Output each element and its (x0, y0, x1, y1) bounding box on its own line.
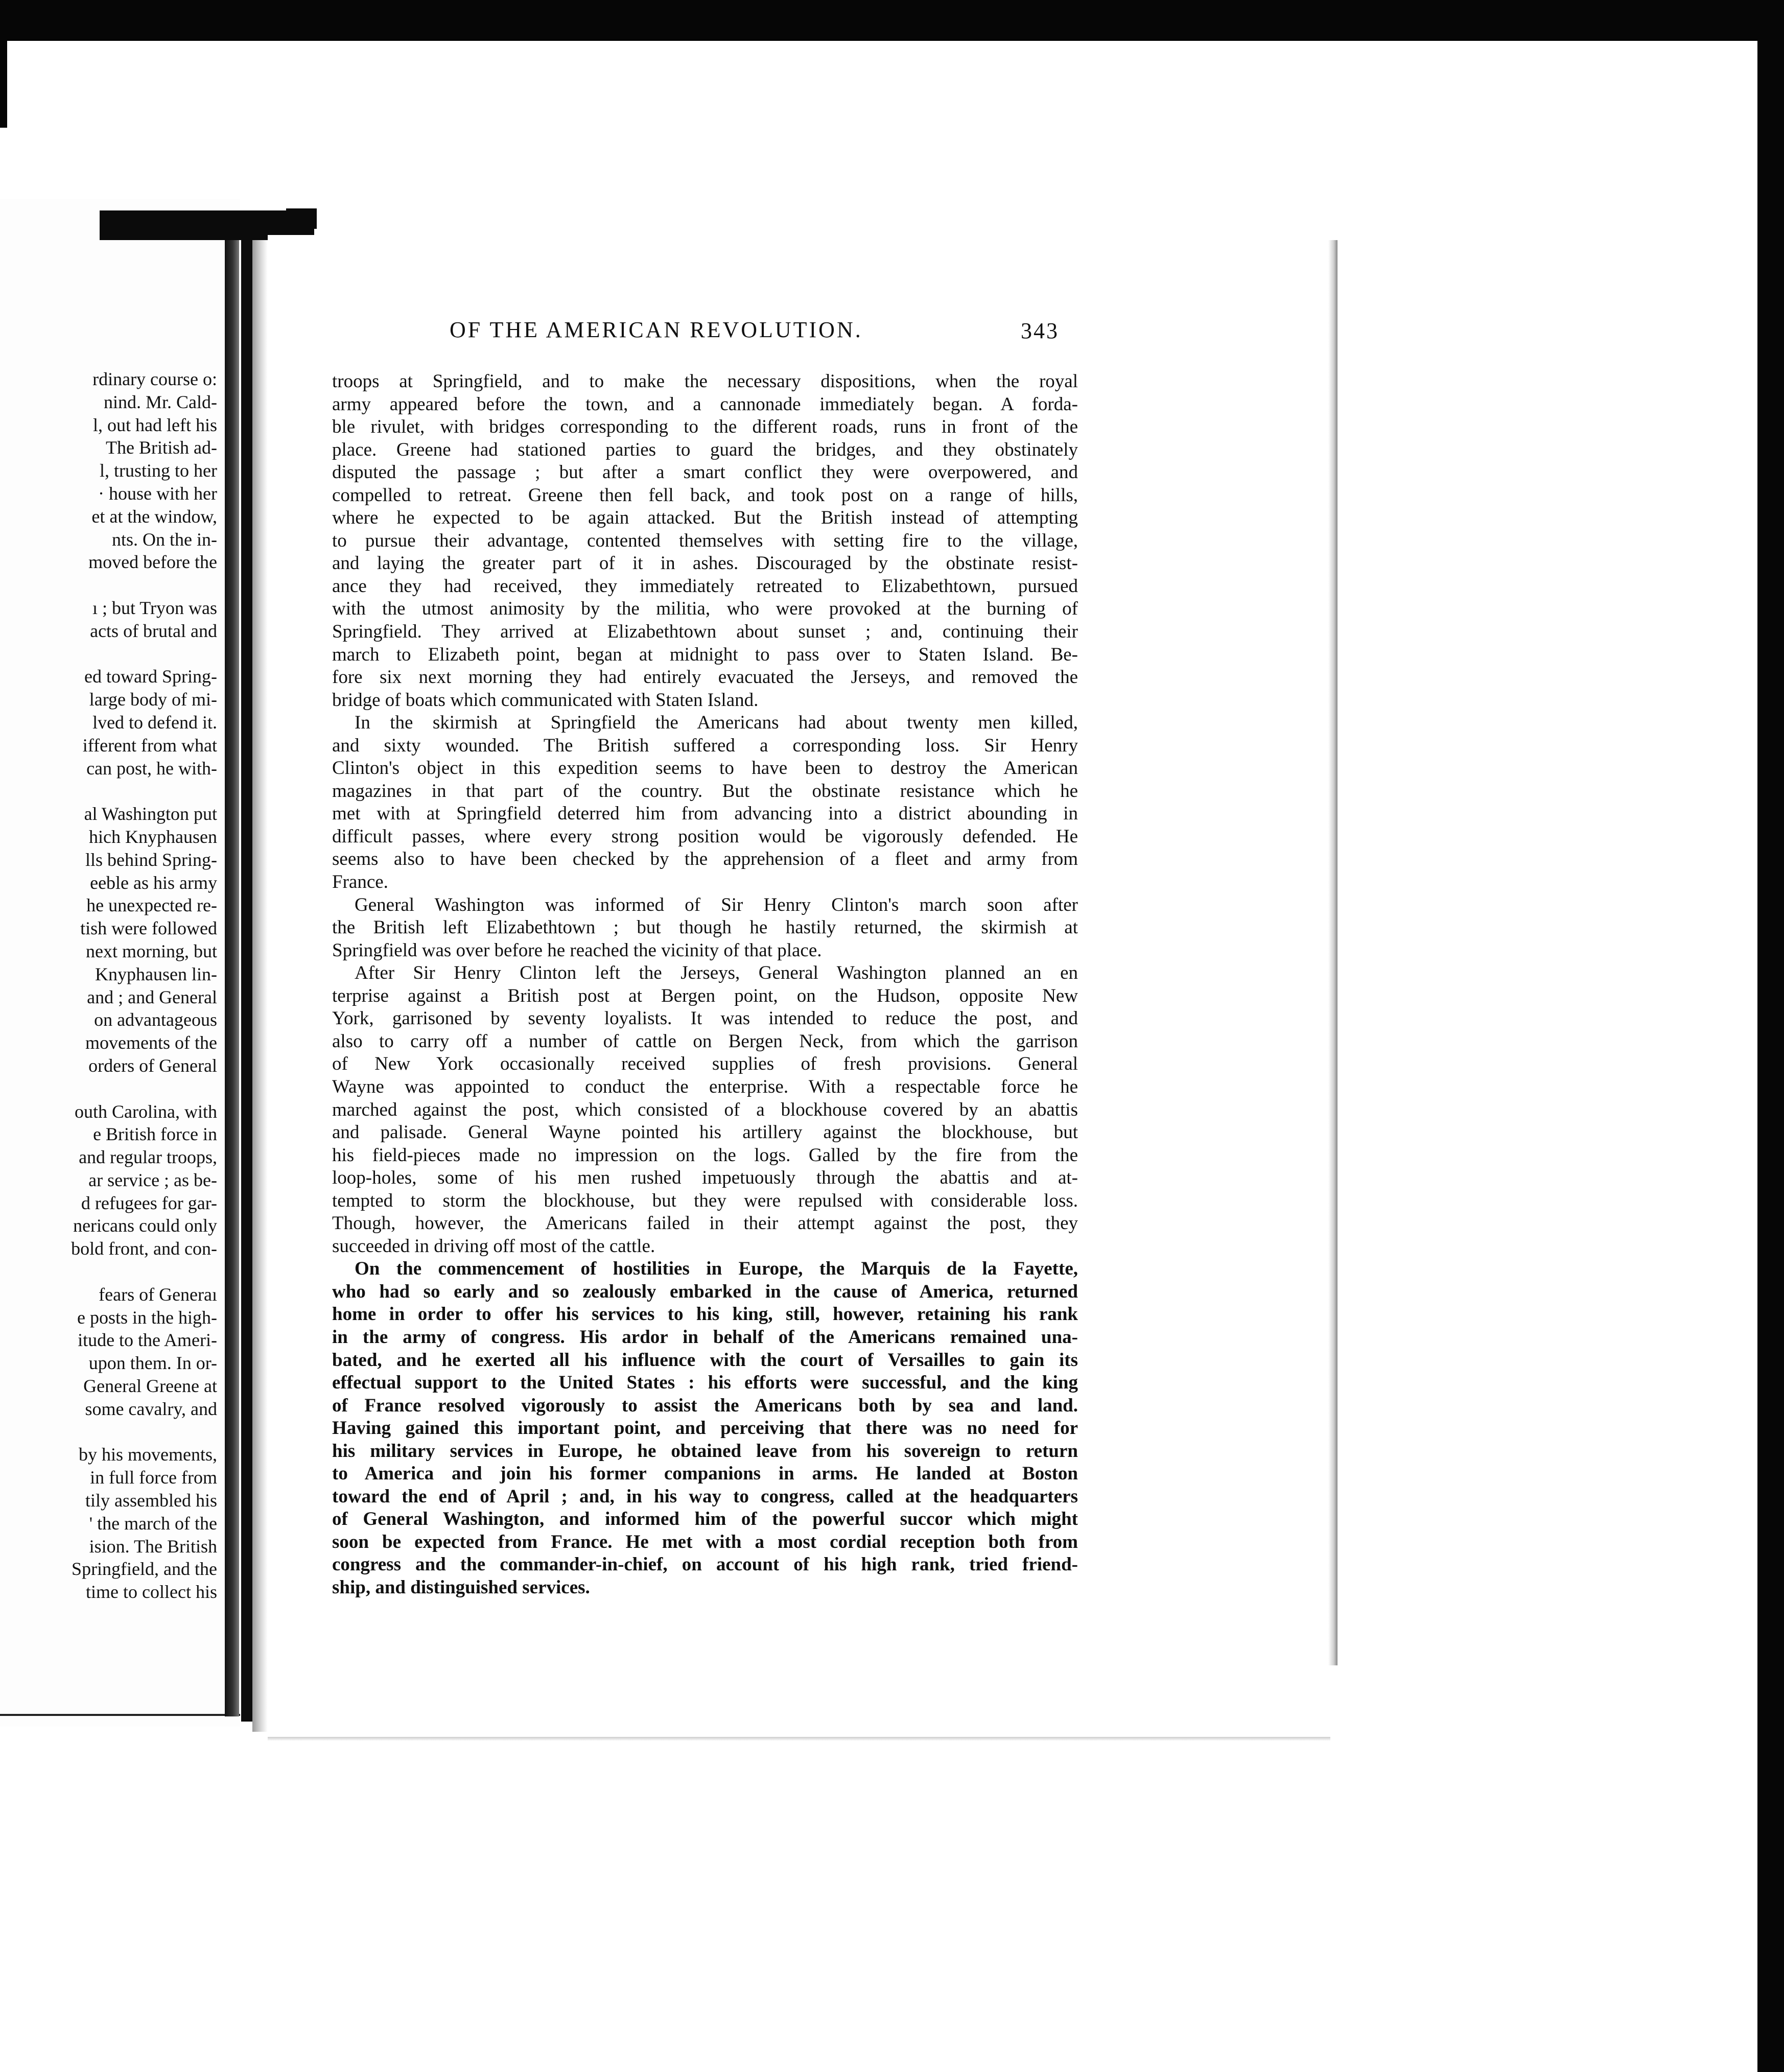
body-line: In the skirmish at Springfield the Americans had about twenty men killed, (355, 712, 1078, 734)
previous-page-line: Springfield, and the (72, 1559, 217, 1580)
body-line: his field-pieces made no impression on the logs. Galled by the fire from the (332, 1144, 1078, 1166)
body-line: loop-holes, some of his men rushed impetuously through the abattis and at- (332, 1167, 1078, 1189)
body-line: where he expected to be again attacked. But the British instead of attempting (332, 507, 1078, 529)
book-gutter (241, 240, 252, 1722)
previous-page-line: tish were followed (80, 918, 217, 939)
previous-page-line: l, out had left his (93, 414, 217, 435)
body-line: troops at Springfield, and to make the necessary dispositions, when the royal (332, 371, 1078, 392)
book-gutter-highlight (252, 240, 268, 1732)
body-line: and palisade. General Wayne pointed his artillery against the blockhouse, but (332, 1122, 1078, 1143)
previous-page-line: l, trusting to her (100, 460, 217, 481)
body-line: disputed the passage ; but after a smart conflict they were overpowered, and (332, 462, 1078, 483)
previous-page-line: eeble as his army (90, 872, 217, 893)
body-line: terprise against a British post at Bergen point, on the Hudson, opposite New (332, 985, 1078, 1006)
body-line: who had so early and so zealously embarked in the cause of America, returned (332, 1281, 1078, 1302)
body-line: bridge of boats which communicated with Staten Island. (332, 689, 759, 711)
body-line: After Sir Henry Clinton left the Jerseys, General Washington planned an en (355, 962, 1078, 984)
previous-page-line: ' the march of the (89, 1513, 217, 1534)
previous-page-text-column (0, 368, 217, 1604)
body-line: toward the end of April ; and, in his way to congress, called at the headquarters (332, 1486, 1078, 1507)
previous-page-line: by his movements, (79, 1444, 217, 1465)
scan-frame-right (1757, 0, 1784, 2072)
body-line: difficult passes, where every strong position would be vigorously defended. He (332, 826, 1078, 847)
body-line: to America and join his former companions in arms. He landed at Boston (332, 1463, 1078, 1485)
body-line: On the commencement of hostilities in Europe, the Marquis de la Fayette, (355, 1258, 1078, 1280)
previous-page-line: and regular troops, (79, 1147, 217, 1168)
previous-page-line: can post, he with- (86, 758, 217, 779)
previous-page-line: e posts in the high- (77, 1307, 217, 1328)
previous-page-line: ifferent from what (82, 735, 217, 756)
body-line: Having gained this important point, and perceiving that there was no need for (332, 1418, 1078, 1439)
previous-page-line: outh Carolina, with (75, 1101, 217, 1122)
body-line: soon be expected from France. He met with a most cordial reception both from (332, 1531, 1078, 1552)
previous-page-line: The British ad- (106, 437, 217, 458)
previous-page-line (0, 574, 217, 597)
page-number: 343 (1021, 318, 1059, 343)
body-line: ship, and distinguished services. (332, 1576, 590, 1598)
body-line: Clinton's object in this expedition seems to have been to destroy the American (332, 758, 1078, 779)
body-line: of New York occasionally received supplies of fresh provisions. General (332, 1053, 1078, 1075)
previous-page-line (0, 1077, 217, 1100)
previous-page-line: nind. Mr. Cald- (104, 391, 217, 412)
previous-page-line: fears of Generaı (99, 1284, 217, 1305)
previous-page-line: rdinary course o: (92, 369, 217, 389)
previous-page-line: ar service ; as be- (88, 1169, 217, 1190)
body-line: in the army of congress. His ardor in behalf of the Americans remained una- (332, 1326, 1078, 1348)
body-line: fore six next morning they had entirely evacuated the Jerseys, and removed the (332, 667, 1078, 688)
previous-page-line: next morning, but (86, 940, 217, 961)
previous-page-line: General Greene at (83, 1376, 217, 1397)
previous-page-line: ed toward Spring- (84, 666, 217, 687)
previous-page-line: e British force in (93, 1124, 217, 1145)
book-gutter-shadow (225, 240, 239, 1716)
body-line: seems also to have been checked by the apprehension of a fleet and army from (332, 849, 1078, 870)
body-line: ance they had received, they immediately retreated to Elizabethtown, pursued (332, 575, 1078, 597)
body-line: to pursue their advantage, contented themselves with setting fire to the village, (332, 530, 1078, 551)
running-header: OF THE AMERICAN REVOLUTION. (450, 317, 863, 342)
previous-page-bottom-edge (0, 1714, 240, 1716)
previous-page-line: moved before the (88, 552, 217, 573)
body-line: Springfield was over before he reached the vicinity of that place. (332, 939, 822, 961)
previous-page-line: · house with her (98, 483, 217, 504)
previous-page-line: bold front, and con- (71, 1238, 217, 1259)
current-page-edge (1328, 240, 1337, 1665)
previous-page-line: tily assembled his (85, 1490, 217, 1511)
body-line: of General Washington, and informed him of the powerful succor which might (332, 1509, 1078, 1530)
previous-page-line (0, 780, 217, 803)
body-line: France. (332, 872, 388, 893)
previous-page-line: on advantageous (94, 1009, 217, 1030)
body-line: his military services in Europe, he obtained leave from his sovereign to return (332, 1440, 1078, 1462)
body-line: army appeared before the town, and a cannonade immediately began. A forda- (332, 393, 1078, 415)
page-body-text (332, 370, 1078, 1599)
body-line: compelled to retreat. Greene then fell back, and took post on a range of hills, (332, 484, 1078, 506)
scan-frame-left (0, 0, 7, 128)
body-line: effectual support to the United States : his efforts were successful, and the king (332, 1372, 1078, 1394)
body-line: marched against the post, which consisted of a blockhouse covered by an abattis (332, 1099, 1078, 1120)
body-line: Springfield. They arrived at Elizabethtown about sunset ; and, continuing their (332, 621, 1078, 643)
body-line: bated, and he exerted all his influence with the court of Versailles to gain its (332, 1349, 1078, 1371)
previous-page-line: lls behind Spring- (85, 849, 217, 870)
body-line: of France resolved vigorously to assist the Americans both by sea and land. (332, 1395, 1078, 1416)
previous-page-line: he unexpected re- (86, 895, 217, 916)
previous-page-line: some cavalry, and (85, 1398, 217, 1419)
body-line: Wayne was appointed to conduct the enterprise. With a respectable force he (332, 1076, 1078, 1097)
body-line: ble rivulet, with bridges corresponding to the different roads, runs in front of the (332, 416, 1078, 438)
previous-page-line: al Washington put (84, 804, 217, 825)
previous-page-line: lved to defend it. (92, 712, 217, 733)
previous-page-line (0, 1421, 217, 1444)
previous-page-line: hich Knyphausen (89, 826, 217, 847)
body-line: congress and the commander-in-chief, on account of his high rank, tried friend- (332, 1554, 1078, 1575)
previous-page-line: time to collect his (86, 1582, 217, 1603)
previous-page-line: acts of brutal and (90, 620, 217, 641)
body-line: met with at Springfield deterred him from advancing into a district abounding in (332, 803, 1078, 825)
body-line: with the utmost animosity by the militia, who were provoked at the burning of (332, 598, 1078, 620)
previous-page-line: Knyphausen lin- (95, 963, 217, 984)
previous-page-line: orders of General (88, 1055, 217, 1076)
current-page-bottom-edge (268, 1737, 1330, 1741)
previous-page-line: large body of mi- (89, 689, 217, 710)
previous-page-line: ision. The British (89, 1536, 217, 1557)
body-line: magazines in that part of the country. But the obstinate resistance which he (332, 780, 1078, 802)
body-line: Though, however, the Americans failed in their attempt against the post, they (332, 1213, 1078, 1234)
previous-page-line: itude to the Ameri- (78, 1330, 217, 1351)
body-line: also to carry off a number of cattle on Bergen Neck, from which the garrison (332, 1030, 1078, 1052)
previous-page-line: in full force from (90, 1467, 217, 1488)
previous-page-line: d refugees for gar- (81, 1192, 217, 1213)
previous-page-top-edge-stub (286, 208, 317, 229)
previous-page-line: ı ; but Tryon was (92, 597, 217, 618)
body-line: York, garrisoned by seventy loyalists. It was intended to reduce the post, and (332, 1008, 1078, 1029)
previous-page-line: nts. On the in- (112, 529, 217, 550)
previous-page-line (0, 643, 217, 666)
scan-frame-top (0, 0, 1784, 41)
body-line: place. Greene had stationed parties to guard the bridges, and they obstinately (332, 439, 1078, 460)
body-line: the British left Elizabethtown ; but though he hastily returned, the skirmish at (332, 917, 1078, 938)
body-line: General Washington was informed of Sir Henry Clinton's march soon after (355, 894, 1078, 915)
body-line: and laying the greater part of it in ashes. Discouraged by the obstinate resist- (332, 553, 1078, 574)
previous-page-line (0, 1260, 217, 1283)
previous-page-line: nericans could only (73, 1215, 217, 1236)
body-line: home in order to offer his services to his king, still, however, retaining his rank (332, 1304, 1078, 1325)
previous-page-line: movements of the (85, 1032, 217, 1053)
previous-page-line: upon them. In or- (88, 1353, 217, 1374)
body-line: succeeded in driving off most of the cattle. (332, 1235, 655, 1257)
body-line: march to Elizabeth point, began at midnight to pass over to Staten Island. Be- (332, 644, 1078, 665)
body-line: and sixty wounded. The British suffered a corresponding loss. Sir Henry (332, 735, 1078, 756)
previous-page-line: and ; and General (87, 986, 217, 1007)
body-line: tempted to storm the blockhouse, but they were repulsed with considerable loss. (332, 1190, 1078, 1211)
previous-page-line: et at the window, (91, 506, 217, 527)
